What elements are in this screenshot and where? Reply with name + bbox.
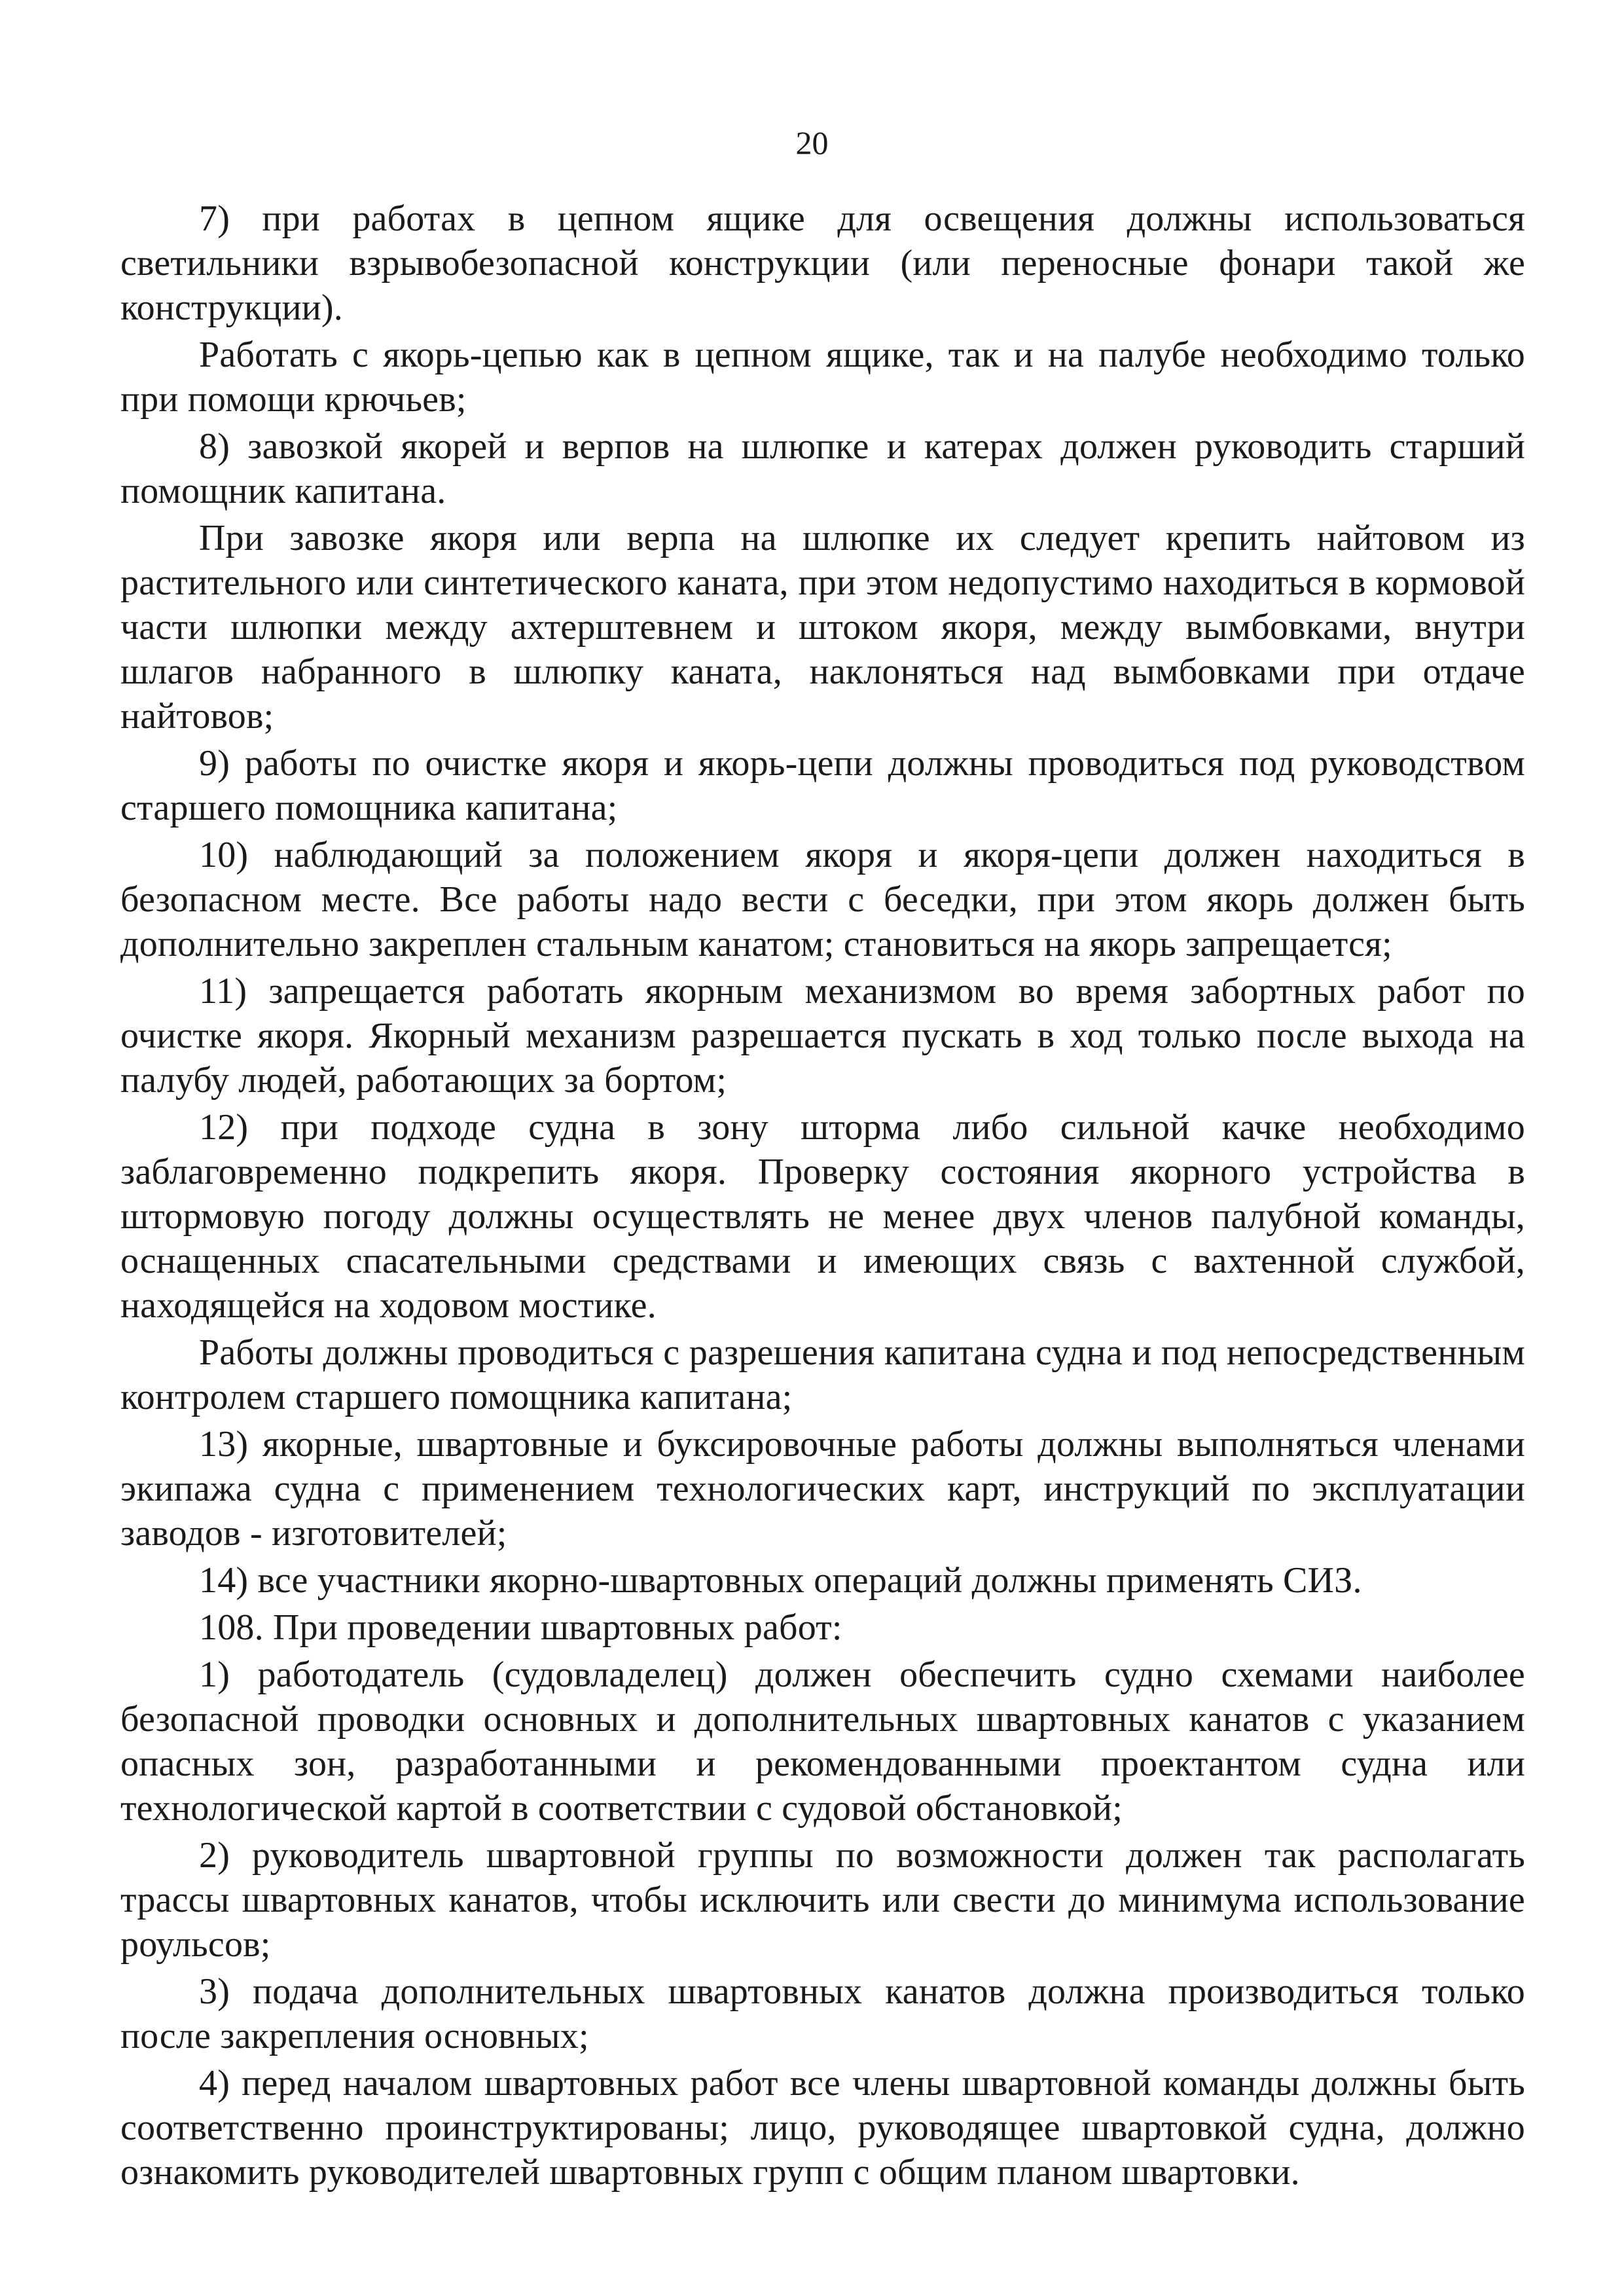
paragraph-captain-permission: Работы должны проводиться с разрешения капитана судна и под непосредственным контролем старшего помощника капитана; bbox=[120, 1332, 1525, 1417]
page-number: 20 bbox=[795, 124, 829, 161]
document-body bbox=[120, 196, 1525, 2197]
paragraph-item-14-ppe: 14) все участники якорно-швартовных операций должны применять СИЗ. bbox=[199, 1560, 1362, 1601]
paragraph-anchor-chain-hooks: Работать с якорь-цепью как в цепном ящике, так и на палубе необходимо только при помощи крючьев; bbox=[120, 335, 1525, 420]
paragraph-item-7-lighting: 7) при работах в цепном ящике для освещения должны использоваться светильники взрывобезопасной конструкции (или переносные фонари такой же конструкции). bbox=[120, 198, 1525, 328]
paragraph-108-item-4: 4) перед началом швартовных работ все члены швартовной команды должны быть соответственно проинструктированы; лицо, руководящее швартовкой судна, должно ознакомить руководителей швартовных групп с общим планом швартовки. bbox=[120, 2063, 1525, 2193]
paragraph-item-12-storm: 12) при подходе судна в зону шторма либо сильной качке необходимо заблаговременно подкрепить якоря. Проверку состояния якорного устройства в штормовую погоду должны осуществлять не менее двух членов палубной команды, оснащенных спасательными средствами и имеющих связь с вахтенной службой, находящейся на ходовом мостике. bbox=[120, 1107, 1525, 1326]
paragraph-item-10-observer: 10) наблюдающий за положением якоря и якоря-цепи должен находиться в безопасном месте. Все работы надо вести с беседки, при этом якорь должен быть дополнительно закреплен стальным канатом; становиться на якорь запрещается; bbox=[120, 835, 1525, 964]
paragraph-108-item-1: 1) работодатель (судовладелец) должен обеспечить судно схемами наиболее безопасной проводки основных и дополнительных швартовных канатов с указанием опасных зон, разработанными и рекомендованными проектантом судна или технологической картой в соответствии с судовой обстановкой; bbox=[120, 1654, 1525, 1829]
paragraph-item-9-anchor-cleaning: 9) работы по очистке якоря и якорь-цепи должны проводиться под руководством старшего помощника капитана; bbox=[120, 743, 1525, 828]
paragraph-section-108: 108. При проведении швартовных работ: bbox=[199, 1607, 842, 1648]
paragraph-item-11-windlass: 11) запрещается работать якорным механизмом во время забортных работ по очистке якоря. Якорный механизм разрешается пускать в ход только после выхода на палубу людей, работающих за бортом; bbox=[120, 971, 1525, 1101]
paragraph-item-13-mooring-cards: 13) якорные, швартовные и буксировочные работы должны выполняться членами экипажа судна с применением технологических карт, инструкций по эксплуатации заводов - изготовителей; bbox=[120, 1424, 1525, 1554]
paragraph-108-item-2: 2) руководитель швартовной группы по возможности должен так располагать трассы швартовных канатов, чтобы исключить или свести до минимума использование роульсов; bbox=[120, 1835, 1525, 1965]
paragraph-108-item-3: 3) подача дополнительных швартовных канатов должна производиться только после закрепления основных; bbox=[120, 1971, 1525, 2056]
paragraph-anchor-transport-safety: При завозке якоря или верпа на шлюпке их следует крепить найтовом из растительного или синтетического каната, при этом недопустимо находиться в кормовой части шлюпки между ахтерштевнем и штоком якоря, между вымбовками, внутри шлагов набранного в шлюпку каната, наклоняться над вымбовками при отдаче найтовов; bbox=[120, 518, 1525, 737]
paragraph-item-8-anchor-transport: 8) завозкой якорей и верпов на шлюпке и катерах должен руководить старший помощник капитана. bbox=[120, 426, 1525, 511]
